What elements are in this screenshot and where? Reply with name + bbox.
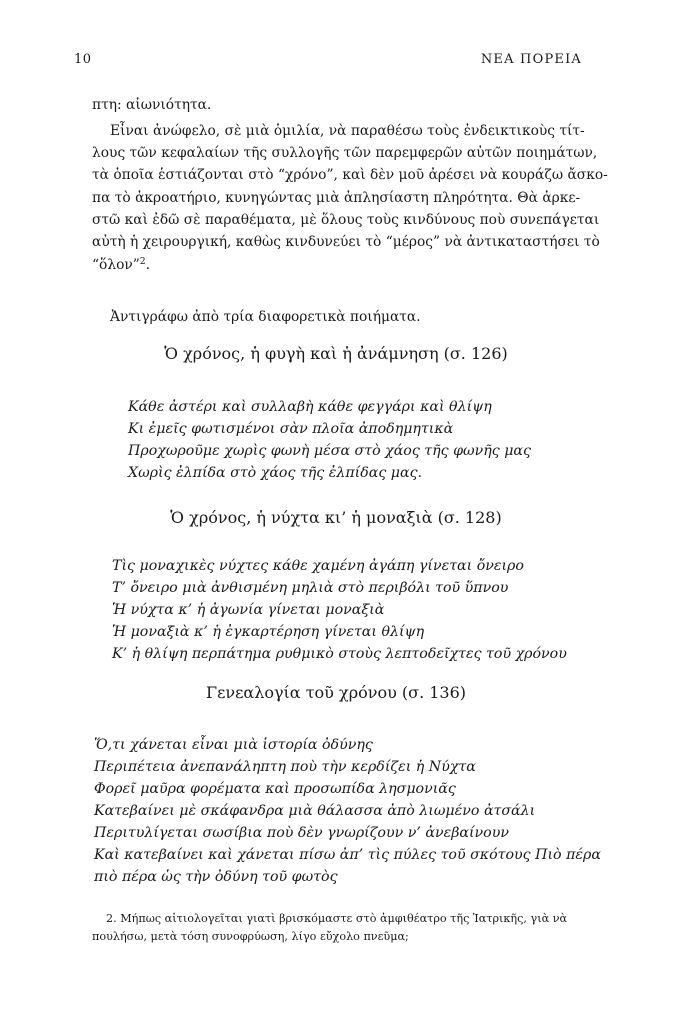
poem-line: Κ’ ἡ θλίψη περπάτημα ρυθμικὸ στοὺς λεπτοδεῖχτες τοῦ χρόνου [112, 646, 567, 662]
poem-line: Τὶς μοναχικὲς νύχτες κάθε χαμένη ἀγάπη γίνεται ὄνειρο [112, 558, 524, 574]
footnote-ref: 2 [139, 257, 146, 267]
poem-title: Γενεαλογία τοῦ χρόνου (σ. 136) [205, 683, 467, 702]
poem-line: Περιπέτεια ἀνεπανάληπτη ποὺ τὴν κερδίζει ἡ Νύχτα [94, 759, 476, 775]
intro-line: λους τῶν κεφαλαίων τῆς συλλογῆς τῶν παρεμφερῶν αὐτῶν ποιημάτων, [92, 145, 598, 161]
running-head: ΝΕΑ ΠΟΡΕΙΑ [480, 52, 582, 67]
poem-title: Ὁ χρόνος, ἡ φυγὴ καὶ ἡ ἀνάμνηση (σ. 126) [164, 344, 508, 363]
footnote-line: πουλήσω, μετὰ τόση συνοφρύωση, λίγο εὔχολο πνεῦμα; [92, 930, 409, 943]
page-number: 10 [74, 52, 92, 67]
intro-line-last [92, 256, 150, 274]
intro-line: στῶ καὶ ἐδῶ σὲ παραθέματα, μὲ ὅλους τοὺς κινδύνους ποὺ συνεπάγεται [92, 212, 600, 228]
copy-line: Ἀντιγράφω ἀπὸ τρία διαφορετικὰ ποιήματα. [110, 309, 421, 325]
poem-line: Κατεβαίνει μὲ σκάφανδρα μιὰ θάλασσα ἀπὸ λιωμένο ἀτσάλι [94, 803, 536, 819]
intro-line: πτη: αἰωνιότητα. [92, 97, 212, 113]
poem-line: Κάθε ἀστέρι καὶ συλλαβὴ κάθε φεγγάρι καὶ θλίψη [128, 399, 492, 415]
intro-line: αὐτὴ ἡ χειρουργική, καθὼς κινδυνεύει τὸ “μέρος” νὰ ἀντικαταστήσει τὸ [92, 234, 600, 250]
poem-line: Ἡ μοναξιὰ κ’ ἡ ἐγκαρτέρηση γίνεται θλίψη [112, 624, 425, 640]
poem-line: Κι ἐμεῖς φωτισμένοι σὰν πλοῖα ἀποδημητικὰ [128, 421, 454, 437]
intro-line: τὰ ὁποῖα ἑστιάζονται στὸ “χρόνο”, καὶ δὲν μοῦ ἀρέσει νὰ κουράζω ἄσκο- [92, 167, 608, 183]
intro-line-text: “ὅλον” [92, 257, 140, 273]
poem-line: Ὅ,τι χάνεται εἶναι μιὰ ἱστορία ὀδύνης [94, 737, 373, 753]
poem-line: πιὸ πέρα ὡς τὴν ὀδύνη τοῦ φωτὸς [94, 869, 338, 885]
poem-title: Ὁ χρόνος, ἡ νύχτα κι’ ἡ μοναξιὰ (σ. 128) [170, 508, 502, 527]
page-header [74, 52, 582, 70]
poem-line: Χωρὶς ἐλπίδα στὸ χάος τῆς ἐλπίδας μας. [128, 465, 423, 481]
footnote-line: 2. Μήπως αἰτιολογεῖται γιατὶ βρισκόμαστε στὸ ἀμφιθέατρο τῆς Ἰατρικῆς, γιὰ νὰ [106, 912, 568, 925]
poem-line: Φορεῖ μαῦρα φορέματα καὶ προσωπίδα λησμονιᾶς [94, 781, 456, 797]
intro-line: πα τὸ ἀκροατήριο, κυνηγώντας μιὰ ἀπλησίαστη πληρότητα. Θὰ ἀρκε- [92, 190, 581, 206]
poem-line: Τ’ ὄνειρο μιὰ ἀνθισμένη μηλιὰ στὸ περιβόλι τοῦ ὕπνου [112, 580, 509, 596]
intro-line: Εἶναι ἀνώφελο, σὲ μιὰ ὁμιλία, νὰ παραθέσω τοὺς ἐνδεικτικοὺς τίτ- [110, 123, 585, 139]
poem-line: Προχωροῦμε χωρὶς φωνὴ μέσα στὸ χάος τῆς φωνῆς μας [128, 443, 531, 459]
poem-line: Καὶ κατεβαίνει καὶ χάνεται πίσω ἀπ’ τὶς πύλες τοῦ σκότους Πιὸ πέρα [94, 847, 601, 863]
poem-line: Ἡ νύχτα κ’ ἡ ἀγωνία γίνεται μοναξιὰ [112, 602, 385, 618]
poem-line: Περιτυλίγεται σωσίβια ποὺ δὲν γνωρίζουν ν’ ἀνεβαίνουν [94, 825, 509, 841]
intro-period: . [145, 257, 150, 273]
